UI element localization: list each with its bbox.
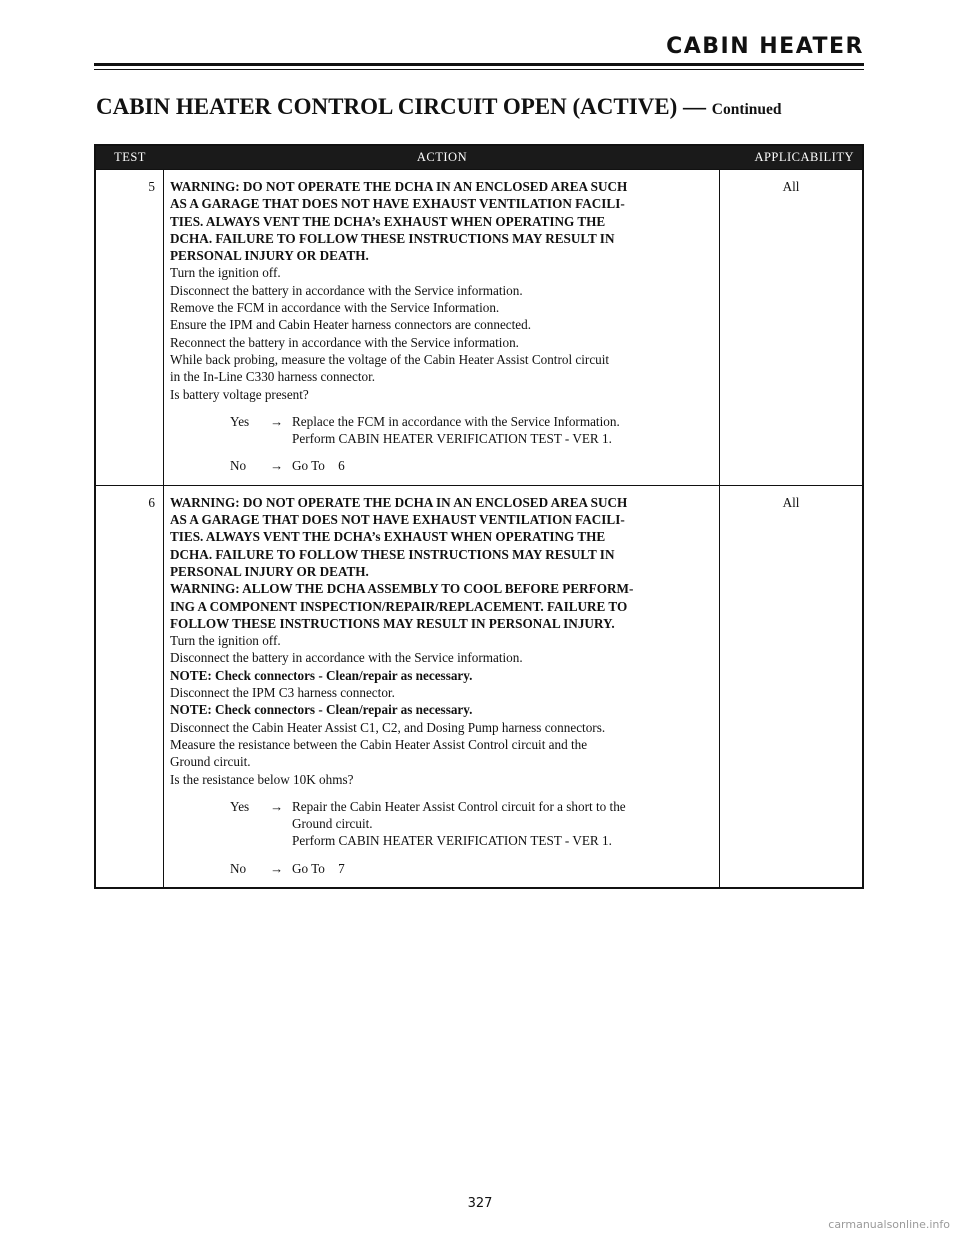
test-number: 6 xyxy=(96,486,164,887)
result-no xyxy=(230,457,713,474)
warning-line: WARNING: ALLOW THE DCHA ASSEMBLY TO COOL BEFORE PERFORM- xyxy=(170,581,634,597)
heading-continued: Continued xyxy=(711,101,782,118)
result-no-label: No xyxy=(230,860,247,876)
step-line: While back probing, measure the voltage of the Cabin Heater Assist Control circuit xyxy=(170,351,610,367)
question-line: Is battery voltage present? xyxy=(170,386,309,402)
warning-line: WARNING: DO NOT OPERATE THE DCHA IN AN ENCLOSED AREA SUCH xyxy=(170,494,628,510)
diagnostic-table xyxy=(94,144,864,889)
step-line: Ground circuit. xyxy=(170,754,251,770)
page-number: 327 xyxy=(467,1196,493,1211)
column-header-test: TEST xyxy=(114,149,146,164)
step-line: Disconnect the battery in accordance with the Service information. xyxy=(170,650,523,666)
result-yes xyxy=(230,413,713,448)
warning-line: DCHA. FAILURE TO FOLLOW THESE INSTRUCTIONS MAY RESULT IN xyxy=(170,230,615,246)
result-line: Repair the Cabin Heater Assist Control circuit for a short to the xyxy=(292,798,626,814)
applicability-cell: All xyxy=(782,494,800,510)
test-number: 5 xyxy=(96,170,164,485)
result-no-text: Go To 7 xyxy=(292,860,345,876)
watermark: carmanualsonline.info xyxy=(828,1218,950,1231)
warning-line: DCHA. FAILURE TO FOLLOW THESE INSTRUCTIONS MAY RESULT IN xyxy=(170,546,615,562)
step-line: Measure the resistance between the Cabin Heater Assist Control circuit and the xyxy=(170,736,588,752)
result-line: Perform CABIN HEATER VERIFICATION TEST - VER 1. xyxy=(292,431,612,447)
step-line: Turn the ignition off. xyxy=(170,265,281,281)
action-cell xyxy=(164,486,720,887)
result-yes-label: Yes xyxy=(230,413,250,429)
header-rule-thick xyxy=(94,63,864,66)
warning-line: TIES. ALWAYS VENT THE DCHA’s EXHAUST WHEN OPERATING THE xyxy=(170,213,606,229)
arrow-icon: → xyxy=(270,798,284,814)
column-header-action: ACTION xyxy=(416,149,468,164)
result-yes-text xyxy=(292,413,713,448)
step-line: Remove the FCM in accordance with the Service Information. xyxy=(170,300,500,316)
table-row xyxy=(96,485,862,887)
warning-line: AS A GARAGE THAT DOES NOT HAVE EXHAUST VENTILATION FACILI- xyxy=(170,512,625,528)
warning-line: PERSONAL INJURY OR DEATH. xyxy=(170,563,369,579)
result-line: Replace the FCM in accordance with the Service Information. xyxy=(292,413,620,429)
arrow-icon: → xyxy=(270,458,284,474)
warning-line: AS A GARAGE THAT DOES NOT HAVE EXHAUST VENTILATION FACILI- xyxy=(170,196,625,212)
step-line: Disconnect the IPM C3 harness connector. xyxy=(170,685,395,701)
warning-line: ING A COMPONENT INSPECTION/REPAIR/REPLACEMENT. FAILURE TO xyxy=(170,598,628,614)
action-cell xyxy=(164,170,720,485)
result-yes xyxy=(230,798,713,850)
arrow-icon: → xyxy=(270,860,284,876)
step-line: Ensure the IPM and Cabin Heater harness connectors are connected. xyxy=(170,317,532,333)
result-no xyxy=(230,860,713,877)
result-no-text: Go To 6 xyxy=(292,458,345,474)
header-rule-thin xyxy=(94,69,864,70)
table-header xyxy=(96,146,862,169)
warning-line: TIES. ALWAYS VENT THE DCHA’s EXHAUST WHEN OPERATING THE xyxy=(170,529,606,545)
result-yes-label: Yes xyxy=(230,798,250,814)
result-line: Perform CABIN HEATER VERIFICATION TEST - VER 1. xyxy=(292,833,612,849)
step-line: Turn the ignition off. xyxy=(170,633,281,649)
warning-line: PERSONAL INJURY OR DEATH. xyxy=(170,248,369,264)
note-line: NOTE: Check connectors - Clean/repair as necessary. xyxy=(170,667,473,683)
section-title: CABIN HEATER xyxy=(666,34,864,59)
note-line: NOTE: Check connectors - Clean/repair as necessary. xyxy=(170,702,473,718)
step-line: in the In-Line C330 harness connector. xyxy=(170,369,376,385)
step-line: Reconnect the battery in accordance with the Service information. xyxy=(170,334,519,350)
column-header-applicability: APPLICABILITY xyxy=(754,149,854,164)
procedure-heading xyxy=(96,94,782,120)
step-line: Disconnect the Cabin Heater Assist C1, C2, and Dosing Pump harness connectors. xyxy=(170,719,606,735)
warning-line: FOLLOW THESE INSTRUCTIONS MAY RESULT IN PERSONAL INJURY. xyxy=(170,615,615,631)
result-line: Ground circuit. xyxy=(292,816,373,832)
result-no-label: No xyxy=(230,458,247,474)
arrow-icon: → xyxy=(270,413,284,429)
warning-line: WARNING: DO NOT OPERATE THE DCHA IN AN ENCLOSED AREA SUCH xyxy=(170,179,628,194)
question-line: Is the resistance below 10K ohms? xyxy=(170,771,354,787)
table-row xyxy=(96,169,862,485)
step-line: Disconnect the battery in accordance with the Service information. xyxy=(170,282,523,298)
applicability-cell: All xyxy=(782,179,800,194)
heading-text: CABIN HEATER CONTROL CIRCUIT OPEN (ACTIVE) — xyxy=(96,94,707,119)
result-yes-text xyxy=(292,798,713,850)
